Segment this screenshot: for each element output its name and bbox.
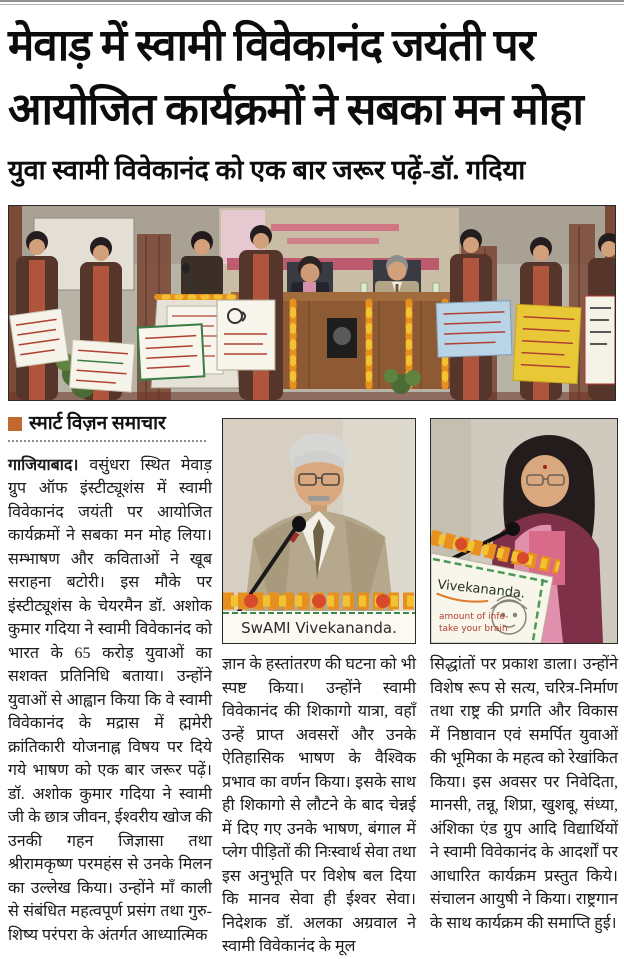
director-photo-illustration [431,419,617,643]
photo-caption-swami-vivekananda: SwAMI Vivekananda. [241,619,397,637]
article-col3: सिद्धांतों पर प्रकाश डाला। उन्होंने विशेष रूप से सत्य, चरित्र-निर्माण तथा राष्ट्र की प्रगति और विकास में निष्ठावान एवं समर्पित युवाओं की भूमिका के महत्व को रेखांकित किया। इस अवसर पर निवेदिता, मानसी, तन्नू, शिप्रा, खुशबू, संध्या, अंशिका एंड ग्रुप आदि विद्यार्थियों ने स्वामी विवेकानंद के आदर्शों पर आधारित कार्यक्रम प्रस्तुत किये। संचालन आयुषी ने किया। राष्ट्रगान के साथ कार्यक्रम की समाप्ति हुई। [430,656,618,932]
article-col2: ज्ञान के हस्तांतरण की घटना को भी स्पष्ट किया। उन्होंने स्वामी विवेकानंद की शिकागो यात्रा, वहाँ उन्हें प्राप्त अवसरों और उनके ऐतिहासिक भाषण के वैश्विक प्रभाव का वर्णन किया। इसके साथ ही शिकागो से लौटने के बाद चेन्नई में दिए गए उनके भाषण, बंगाल में प्लेग पीड़ितों की निःस्वार्थ सेवा तथा इस अनुभूति पर विशेष बल दिया कि मानव सेवा ही ईश्वर सेवा। निदेशक डॉ. अलका अग्रवाल ने स्वामी विवेकानंद के मूल [222,656,416,955]
main-event-photo [8,205,616,401]
main-event-photo-illustration [9,206,615,400]
headline-line1: मेवाड़ में स्वामी विवेकानंद जयंती पर [8,21,535,70]
poster-note-line2: take your brain [439,624,508,634]
top-rule [0,0,624,6]
subheadline: युवा स्वामी विवेकानंद को एक बार जरूर पढ़ें-डॉ. गदिया [8,155,526,185]
chairman-photo-illustration [223,419,415,643]
section-label: स्मार्ट विज़न समाचार [29,413,166,434]
section-divider [8,440,206,442]
headline [8,14,616,142]
poster-title: Vivekananda. [436,577,526,602]
article-col1-text: वसुंधरा स्थित मेवाड़ ग्रुप ऑफ इंस्टीट्यूशंस में स्वामी विवेकानंद जयंती पर आयोजित कार्यक्रमों ने सबका मन मोह लिया। सम्भाषण और कविताओं ने खूब सराहना बटोरी। इस मौके पर इंस्टीट्यूशंस के चेयरमैन डॉ. अशोक कुमार गदिया ने स्वामी विवेकानंद को भारत के 65 करोड़ युवाओं का सशक्त प्रतिनिधि बताया। उन्होंने युवाओं से आह्वान किया कि वे स्वामी विवेकानंद के मद्रास में ह्ममेरी क्रांतिकारी योजनाह्न विषय पर दिये गये भाषण को एक बार जरूर पढ़ें। डॉ. अशोक कुमार गदिया ने स्वामी जी के छात्र जीवन, ईश्वरीय खोज की उनकी गहन जिज्ञासा तथा श्रीरामकृष्ण परमहंस से उनके मिलन का उल्लेख किया। उन्होंने माँ काली से संबंधित महत्वपूर्ण प्रसंग तथा गुरु-शिष्य परंपरा के अंतर्गत आध्यात्मिक [8,456,212,944]
dateline: गाजियाबाद। [8,456,79,474]
section-bullet-icon [8,417,22,431]
column-3 [430,418,618,935]
section-header [8,412,212,436]
poster-note-line1: amount of info- [439,612,509,622]
article-col1 [8,454,212,948]
column-1 [8,412,212,947]
director-speaking-photo [430,418,618,644]
headline-line2: आयोजित कार्यक्रमों ने सबका मन मोहा [8,85,583,134]
column-2 [222,418,416,959]
chairman-speaking-photo [222,418,416,644]
